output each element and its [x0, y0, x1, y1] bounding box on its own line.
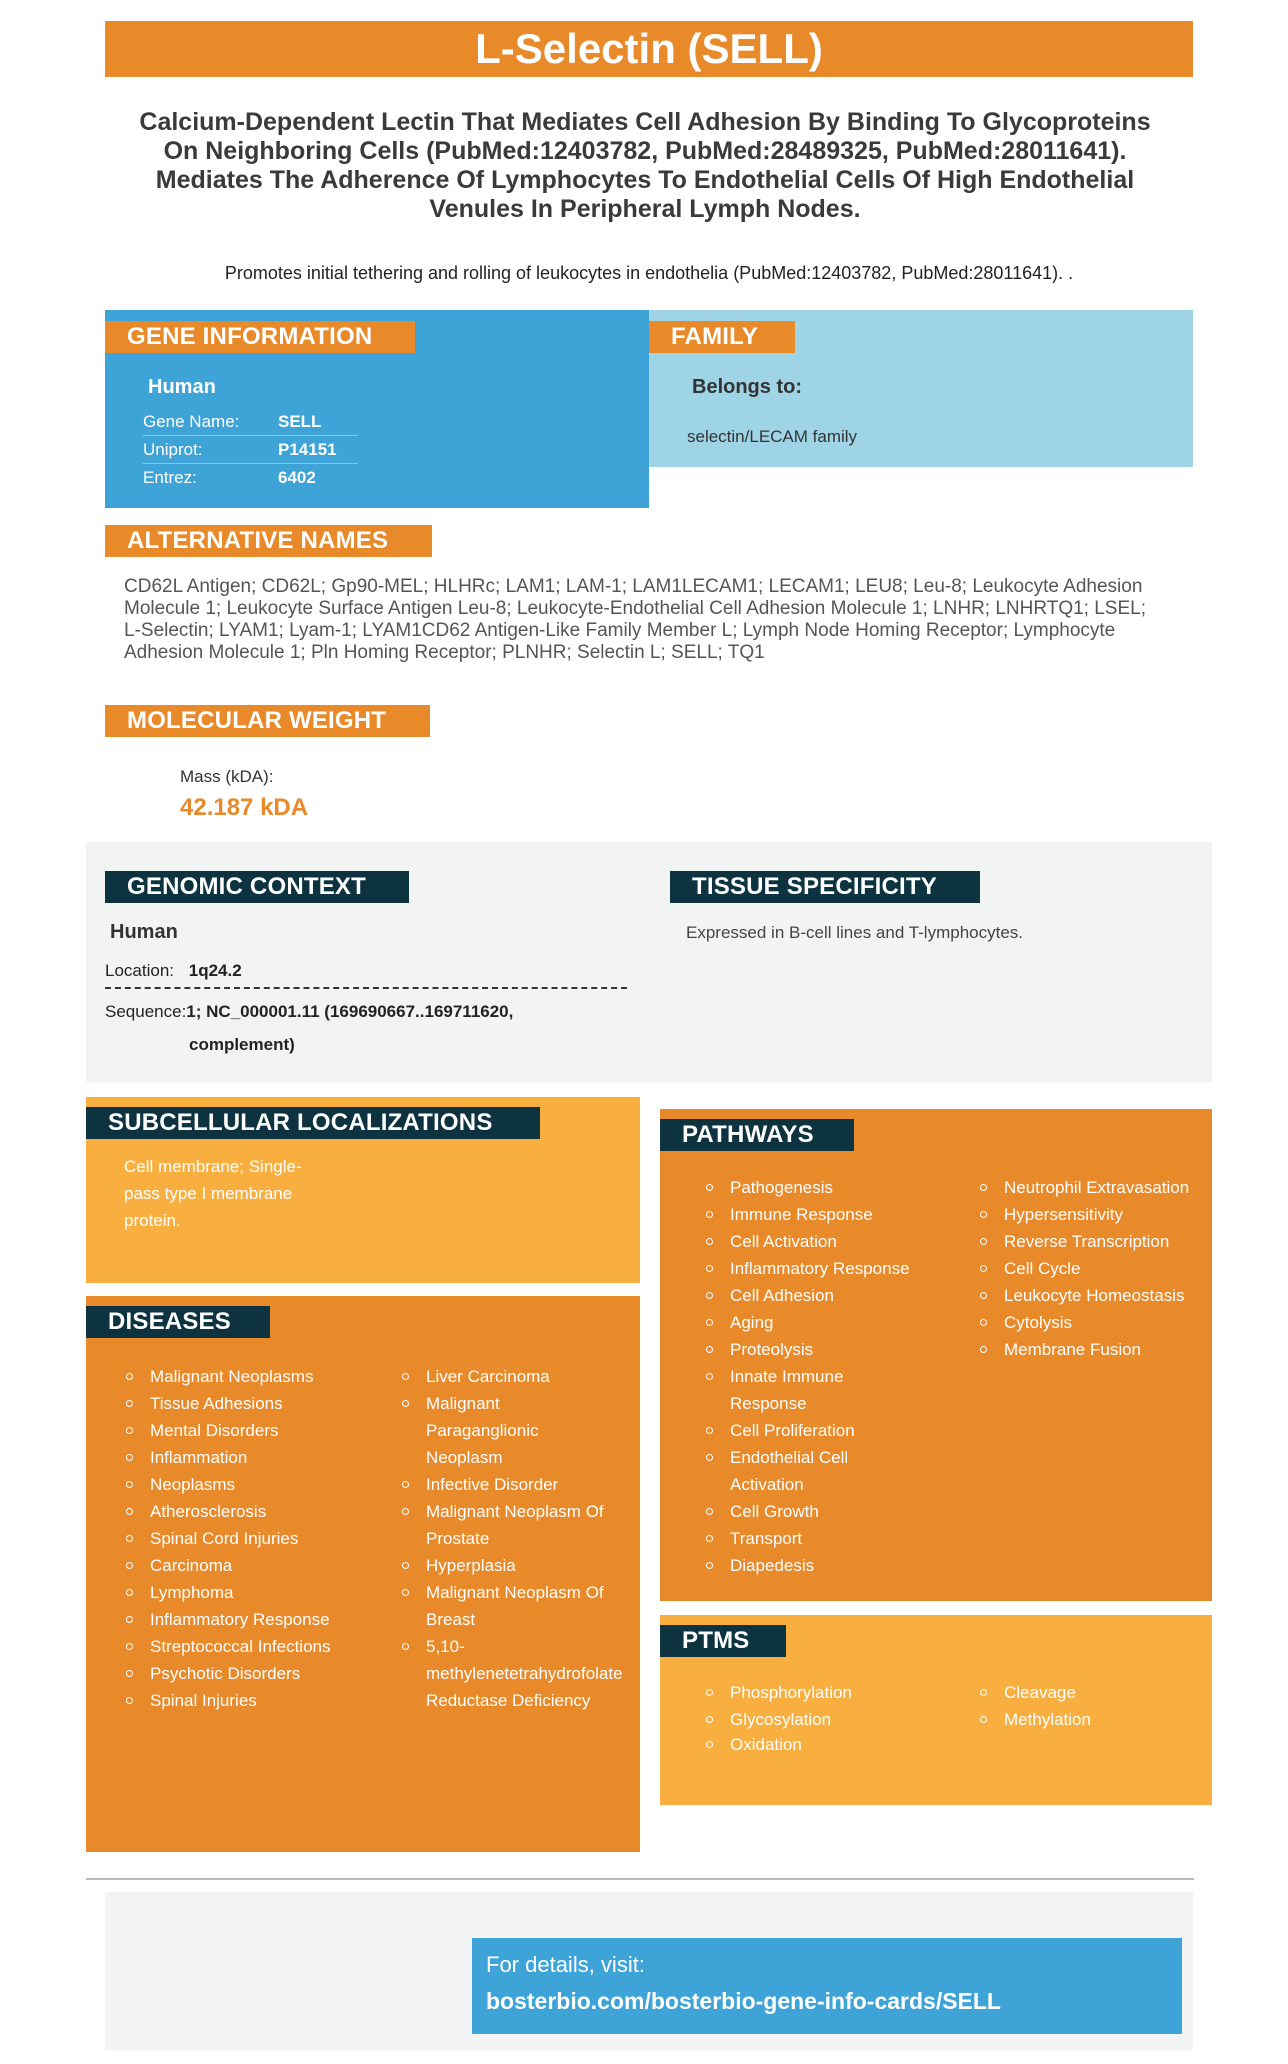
sequence-value-line1: 1; NC_000001.11 (169690667..169711620, [186, 1002, 514, 1021]
list-item: Cell Proliferation [704, 1417, 910, 1444]
genomic-tissue-panel [86, 842, 1212, 1082]
pathways-panel [660, 1109, 1212, 1601]
details-link[interactable]: bosterbio.com/bosterbio-gene-info-cards/SELL [486, 1988, 1001, 2014]
list-item: Oxidation [704, 1731, 802, 1758]
list-item: Atherosclerosis [124, 1498, 330, 1525]
list-item: Spinal Cord Injuries [124, 1525, 330, 1552]
list-item: Neutrophil Extravasation [978, 1174, 1189, 1201]
list-item: Hypersensitivity [978, 1201, 1189, 1228]
alternative-names-text: CD62L Antigen; CD62L; Gp90-MEL; HLHRc; LAM1; LAM-1; LAM1LECAM1; LECAM1; LEU8; Leu-8; Leukocyte Adhesion Molecule 1; Leukocyte Surface Antigen Leu-8; Leukocyte-Endothelial Cell Adhesion Molecule 1; LNHR; LNHRTQ1; LSEL; L-Selectin; LYAM1; Lyam-1; LYAM1CD62 Antigen-Like Family Member L; Lymph Node Homing Receptor; Lymphocyte Adhesion Molecule 1; Pln Homing Receptor; PLNHR; Selectin L; SELL; TQ1 [124, 576, 1147, 663]
list-item: Carcinoma [124, 1552, 330, 1579]
diseases-heading: DISEASES [86, 1306, 270, 1338]
list-item: Cell Cycle [978, 1255, 1189, 1282]
entrez-row [143, 464, 358, 491]
list-item: Lymphoma [124, 1579, 330, 1606]
subcellular-panel [86, 1097, 640, 1283]
family-panel [649, 310, 1193, 467]
protein-function-summary: Calcium-Dependent Lectin That Mediates Cell Adhesion By Binding To Glycoproteins On Neighboring Cells (PubMed:12403782, PubMed:28489325, PubMed:28011641). Mediates The Adherence Of Lymphocytes To Endothelial Cells Of High Endothelial Venules In Peripheral Lymph Nodes. [139, 108, 1151, 223]
list-item: Infective Disorder [400, 1471, 623, 1498]
list-item: Immune Response [704, 1201, 910, 1228]
molecular-weight-heading: MOLECULAR WEIGHT [105, 705, 430, 737]
list-item: Leukocyte Homeostasis [978, 1282, 1189, 1309]
gene-name-row [143, 408, 358, 436]
ptms-list-col2 [978, 1679, 1091, 1733]
location-row [105, 961, 242, 981]
list-item: Membrane Fusion [978, 1336, 1189, 1363]
list-item: Cleavage [978, 1679, 1091, 1706]
genomic-context-heading: GENOMIC CONTEXT [105, 871, 409, 903]
list-item: 5,10- methylenetetrahydrofolate Reductase Deficiency [400, 1633, 623, 1714]
belongs-to-label: Belongs to: [692, 376, 802, 398]
list-item: Malignant Paraganglionic Neoplasm [400, 1390, 623, 1471]
list-item: Cytolysis [978, 1309, 1189, 1336]
tissue-specificity-text: Expressed in B-cell lines and T-lymphocytes. [686, 923, 1024, 942]
list-item: Cell Activation [704, 1228, 910, 1255]
ptms-panel [660, 1615, 1212, 1805]
sequence-row [105, 995, 513, 1028]
list-item: Inflammation [124, 1444, 330, 1471]
location-label: Location: [105, 961, 174, 980]
list-item: Transport [704, 1525, 910, 1552]
subcellular-line: Cell membrane; Single- [124, 1157, 302, 1176]
page-title: L-Selectin (SELL) [105, 21, 1193, 77]
gene-information-panel [105, 310, 649, 508]
list-item: Inflammatory Response [704, 1255, 910, 1282]
location-value: 1q24.2 [188, 961, 242, 980]
entrez-value: 6402 [278, 468, 316, 487]
gene-info-table [143, 408, 358, 491]
footer-divider [86, 1878, 1194, 1880]
tissue-specificity-heading: TISSUE SPECIFICITY [670, 871, 980, 903]
uniprot-row [143, 436, 358, 464]
subcellular-heading: SUBCELLULAR LOCALIZATIONS [86, 1107, 540, 1139]
list-item: Mental Disorders [124, 1417, 330, 1444]
list-item: Liver Carcinoma [400, 1363, 623, 1390]
uniprot-label: Uniprot: [143, 440, 203, 459]
list-item: Neoplasms [124, 1471, 330, 1498]
entrez-label: Entrez: [143, 468, 197, 487]
details-callout [472, 1938, 1182, 2034]
pathways-heading: PATHWAYS [660, 1119, 854, 1151]
mass-value: 42.187 kDA [180, 794, 309, 821]
list-item: Malignant Neoplasm Of Breast [400, 1579, 623, 1633]
list-item: Phosphorylation [704, 1679, 852, 1706]
mass-label: Mass (kDA): [180, 767, 274, 786]
pathways-list-col1 [704, 1174, 910, 1579]
family-value: selectin/LECAM family [687, 427, 858, 446]
ptms-heading: PTMS [660, 1625, 786, 1657]
ptms-list-col1 [704, 1679, 852, 1733]
subcellular-text [124, 1153, 302, 1234]
gene-species: Human [148, 376, 216, 398]
list-item: Cell Adhesion [704, 1282, 910, 1309]
gene-information-heading: GENE INFORMATION [105, 321, 415, 353]
gene-name-label: Gene Name: [143, 412, 240, 431]
list-item: Diapedesis [704, 1552, 910, 1579]
function-note: Promotes initial tethering and rolling of leukocytes in endothelia (PubMed:12403782, PubMed:28011641). . [224, 263, 1074, 283]
list-item: Inflammatory Response [124, 1606, 330, 1633]
list-item: Tissue Adhesions [124, 1390, 330, 1417]
list-item: Proteolysis [704, 1336, 910, 1363]
gene-name-value: SELL [278, 412, 322, 431]
list-item: Malignant Neoplasm Of Prostate [400, 1498, 623, 1552]
family-heading: FAMILY [649, 321, 795, 353]
ptms-list-extra [704, 1731, 802, 1758]
pathways-list-col2 [978, 1174, 1189, 1363]
alternative-names-heading: ALTERNATIVE NAMES [105, 525, 432, 557]
subcellular-line: protein. [124, 1211, 181, 1230]
details-label: For details, visit: [486, 1952, 645, 1977]
list-item: Hyperplasia [400, 1552, 623, 1579]
list-item: Spinal Injuries [124, 1687, 330, 1714]
sequence-value-line2: complement) [189, 1035, 295, 1054]
uniprot-value: P14151 [278, 440, 337, 459]
list-item: Reverse Transcription [978, 1228, 1189, 1255]
list-item: Pathogenesis [704, 1174, 910, 1201]
divider [105, 987, 627, 989]
list-item: Endothelial Cell Activation [704, 1444, 910, 1498]
list-item: Malignant Neoplasms [124, 1363, 330, 1390]
list-item: Glycosylation [704, 1706, 852, 1733]
list-item: Psychotic Disorders [124, 1660, 330, 1687]
genomic-species: Human [110, 921, 178, 943]
diseases-list-col1 [124, 1363, 330, 1714]
list-item: Cell Growth [704, 1498, 910, 1525]
list-item: Methylation [978, 1706, 1091, 1733]
sequence-label: Sequence: [105, 1002, 187, 1021]
subcellular-line: pass type I membrane [124, 1184, 293, 1203]
list-item: Innate Immune Response [704, 1363, 910, 1417]
diseases-panel [86, 1296, 640, 1852]
diseases-list-col2 [400, 1363, 623, 1714]
list-item: Aging [704, 1309, 910, 1336]
list-item: Streptococcal Infections [124, 1633, 330, 1660]
